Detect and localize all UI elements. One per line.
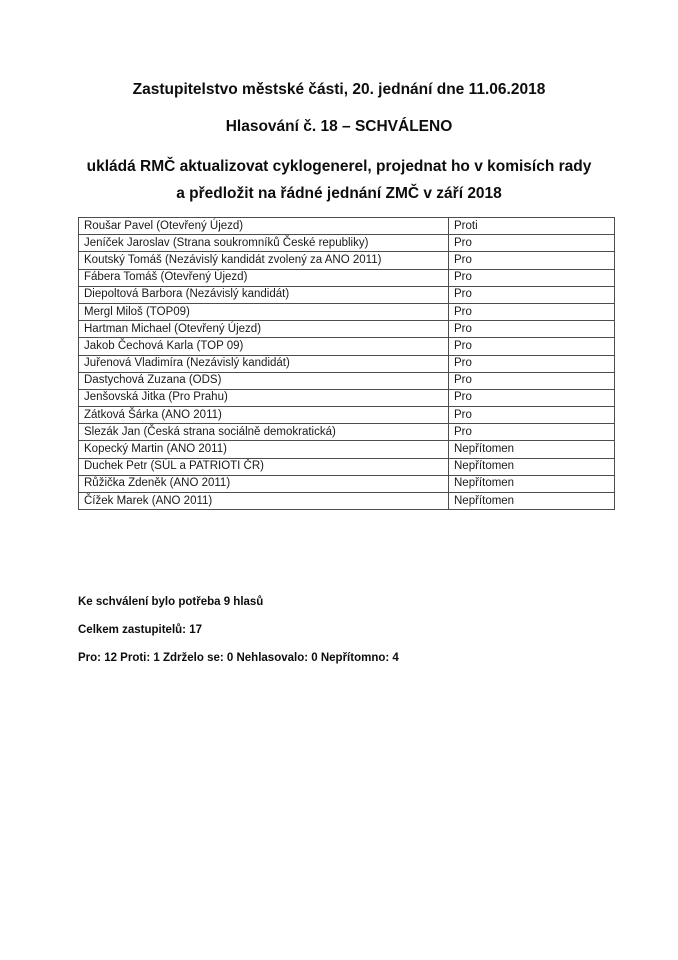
vote-value: Pro <box>449 235 615 252</box>
vote-row <box>79 424 615 441</box>
vote-value: Pro <box>449 321 615 338</box>
vote-row <box>79 303 615 320</box>
member-name: Čížek Marek (ANO 2011) <box>79 493 449 510</box>
vote-row <box>79 389 615 406</box>
vote-value: Pro <box>449 355 615 372</box>
member-name: Kopecký Martin (ANO 2011) <box>79 441 449 458</box>
vote-row <box>79 475 615 492</box>
vote-row <box>79 321 615 338</box>
vote-value: Proti <box>449 218 615 235</box>
vote-row <box>79 269 615 286</box>
member-name: Roušar Pavel (Otevřený Újezd) <box>79 218 449 235</box>
member-name: Diepoltová Barbora (Nezávislý kandidát) <box>79 286 449 303</box>
total-members-line: Celkem zastupitelů: 17 <box>78 624 202 636</box>
vote-value: Nepřítomen <box>449 458 615 475</box>
member-name: Jakob Čechová Karla (TOP 09) <box>79 338 449 355</box>
member-name: Zátková Šárka (ANO 2011) <box>79 407 449 424</box>
vote-row <box>79 235 615 252</box>
vote-value: Pro <box>449 338 615 355</box>
vote-value: Nepřítomen <box>449 475 615 492</box>
vote-row <box>79 407 615 424</box>
member-name: Mergl Miloš (TOP09) <box>79 303 449 320</box>
vote-value: Pro <box>449 303 615 320</box>
vote-tally-line: Pro: 12 Proti: 1 Zdrželo se: 0 Nehlasovalo: 0 Nepřítomno: 4 <box>78 652 399 664</box>
vote-value: Pro <box>449 407 615 424</box>
vote-row <box>79 441 615 458</box>
vote-row <box>79 458 615 475</box>
member-name: Slezák Jan (Česká strana sociálně demokratická) <box>79 424 449 441</box>
resolution-text <box>0 153 678 207</box>
member-name: Fábera Tomáš (Otevřený Újezd) <box>79 269 449 286</box>
member-name: Růžička Zdeněk (ANO 2011) <box>79 475 449 492</box>
vote-row <box>79 218 615 235</box>
resolution-line-2: a předložit na řádné jednání ZMČ v září 2018 <box>176 185 502 202</box>
member-name: Jeníček Jaroslav (Strana soukromníků České republiky) <box>79 235 449 252</box>
member-name: Koutský Tomáš (Nezávislý kandidát zvolený za ANO 2011) <box>79 252 449 269</box>
vote-value: Nepřítomen <box>449 493 615 510</box>
vote-value: Pro <box>449 372 615 389</box>
document-title: Zastupitelstvo městské části, 20. jednání dne 11.06.2018 <box>132 81 546 98</box>
member-name: Jenšovská Jitka (Pro Prahu) <box>79 389 449 406</box>
vote-value: Nepřítomen <box>449 441 615 458</box>
member-name: Juřenová Vladimíra (Nezávislý kandidát) <box>79 355 449 372</box>
vote-row <box>79 286 615 303</box>
vote-result-heading: Hlasování č. 18 – SCHVÁLENO <box>225 118 453 135</box>
votes-table-body <box>79 218 615 510</box>
vote-row <box>79 372 615 389</box>
vote-value: Pro <box>449 424 615 441</box>
vote-row <box>79 252 615 269</box>
vote-row <box>79 355 615 372</box>
member-name: Hartman Michael (Otevřený Újezd) <box>79 321 449 338</box>
resolution-line-1: ukládá RMČ aktualizovat cyklogenerel, projednat ho v komisích rady <box>86 158 592 175</box>
vote-value: Pro <box>449 286 615 303</box>
vote-row <box>79 338 615 355</box>
member-name: Duchek Petr (SÚL a PATRIOTI ČR) <box>79 458 449 475</box>
votes-table <box>78 217 615 510</box>
vote-value: Pro <box>449 252 615 269</box>
member-name: Dastychová Zuzana (ODS) <box>79 372 449 389</box>
vote-value: Pro <box>449 389 615 406</box>
vote-row <box>79 493 615 510</box>
vote-value: Pro <box>449 269 615 286</box>
required-votes-line: Ke schválení bylo potřeba 9 hlasů <box>78 596 264 608</box>
